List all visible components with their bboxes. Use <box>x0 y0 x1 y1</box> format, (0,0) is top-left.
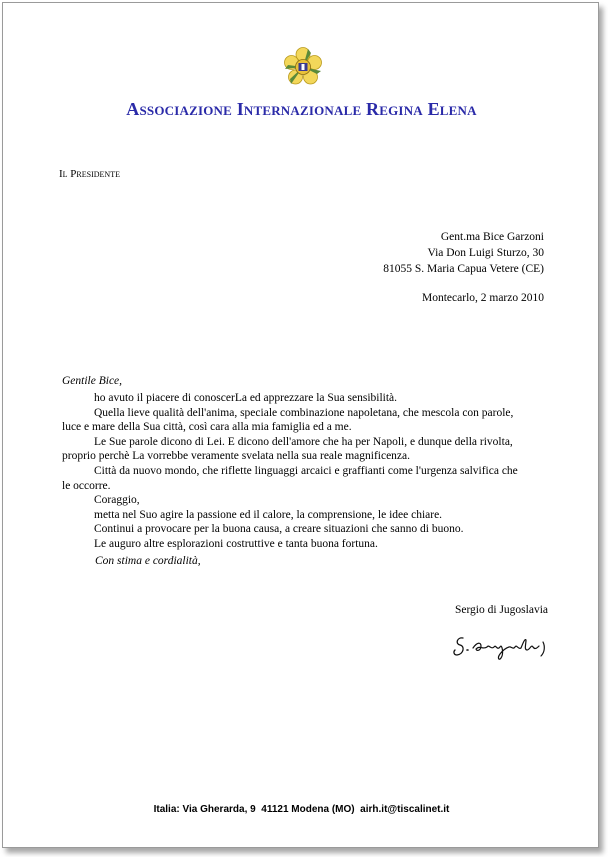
letter-body <box>62 391 550 552</box>
body-line: le occorre. <box>62 479 111 492</box>
signer-name: Sergio di Jugoslavia <box>454 604 548 616</box>
footer-contact: Italia: Via Gherarda, 9 41121 Modena (MO) airh.it@tiscalinet.it <box>153 804 450 815</box>
rose-emblem-icon <box>283 47 323 87</box>
greeting: Gentile Bice, <box>62 375 123 387</box>
closing-salutation: Con stima e cordialità, <box>95 555 201 567</box>
body-line: Le auguro altre esplorazioni costruttive e tanta buona fortuna. <box>94 537 378 550</box>
body-line: Le Sue parole dicono di Lei. E dicono dell'amore che ha per Napoli, e dunque della rivolta, <box>94 435 513 448</box>
recipient-address <box>383 229 544 277</box>
handwritten-signature <box>451 628 551 664</box>
place-date: Montecarlo, 2 marzo 2010 <box>422 292 544 304</box>
body-line: ho avuto il piacere di conoscerLa ed apprezzare la Sua sensibilità. <box>94 392 398 404</box>
body-line: Continui a provocare per la buona causa, a creare situazioni che sanno di buono. <box>94 523 464 536</box>
body-line: luce e mare della Sua città, così cara alla mia famiglia ed a me. <box>62 421 352 434</box>
recipient-name: Gent.ma Bice Garzoni <box>440 231 544 243</box>
body-line: Città da nuovo mondo, che riflette linguaggi arcaici e graffianti come l'urgenza salvifica che <box>94 464 518 477</box>
sender-role: Il Presidente <box>59 168 120 180</box>
recipient-city: 81055 S. Maria Capua Vetere (CE) <box>383 263 544 275</box>
body-line: proprio perchè La vorrebbe veramente svelata nella sua reale magnificenza. <box>62 450 411 463</box>
body-line: Coraggio, <box>94 494 140 507</box>
letter-page <box>2 2 599 848</box>
body-line: Quella lieve qualità dell'anima, speciale combinazione napoletana, che mescola con parole, <box>94 406 514 419</box>
organization-title: Associazione Internazionale Regina Elena <box>126 99 477 119</box>
body-line: metta nel Suo agire la passione ed il calore, la comprensione, le idee chiare. <box>94 508 443 521</box>
recipient-street: Via Don Luigi Sturzo, 30 <box>427 247 544 259</box>
